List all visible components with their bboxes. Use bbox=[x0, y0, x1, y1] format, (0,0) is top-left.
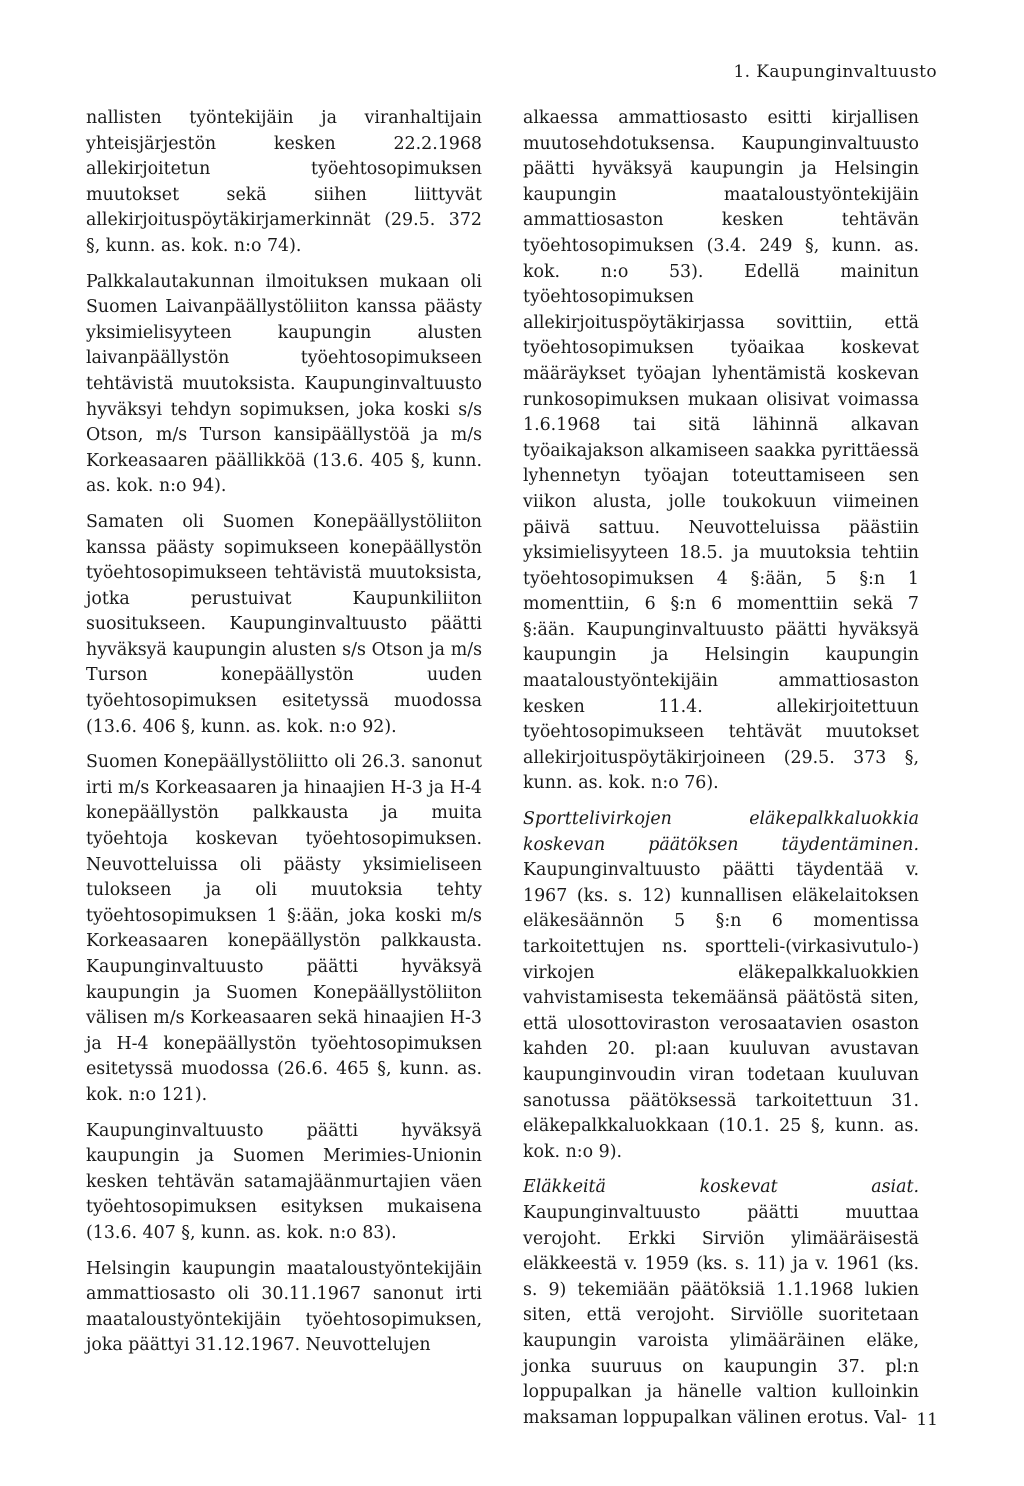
paragraph bbox=[523, 1175, 919, 1431]
paragraph: Kaupunginvaltuusto päätti hyväksyä kaupungin ja Suomen Merimies-Unionin kesken tehtävän satamajäänmurtajien väen työehtosopimuksen esityksen mukaisena (13.6. 407 §, kunn. as. kok. n:o 83). bbox=[86, 1120, 482, 1243]
running-header: 1. Kaupunginvaltuusto bbox=[733, 62, 937, 82]
paragraph-lead: Sporttelivirkojen eläkepalkkaluokkia koskevan päätöksen täydentäminen. bbox=[523, 809, 919, 855]
paragraph: Palkkalautakunnan ilmoituksen mukaan oli Suomen Laivanpäällystöliiton kanssa päästy yksimielisyyteen kaupungin alusten laivanpäällystön työehtosopimukseen tehtävistä muutoksista. Kaupunginvaltuusto hyväksyi tehdyn sopimuksen, joka koski s/s Otson, m/s Turson kansipäällystöä ja m/s Korkeasaaren päällikköä (13.6. 405 §, kunn. as. kok. n:o 94). bbox=[86, 271, 482, 497]
page-number: 11 bbox=[916, 1410, 938, 1430]
left-column bbox=[86, 106, 482, 1369]
paragraph-body: alkaessa ammattiosasto esitti kirjallisen muutosehdotuksensa. Kaupunginvaltuusto päätti hyväksyä kaupungin ja Helsingin kaupungin maataloustyöntekijäin ammattiosaston kesken tehtävän työehtosopimuksen (3.4. 249 §, kunn. as. kok. n:o 53). Edellä mainitun työehtosopimuksen allekirjoituspöytäkirjassa sovittiin, että työehtosopimuksen työaikaa koskevat määräykset työajan lyhentämistä koskevan runkosopimuksen mukaan olisivat voimassa 1.6.1968 tai sitä lähinnä alkavan työaikajakson alkamiseen saakka pyrittäessä lyhennetyn työajan toteuttamiseen sen viikon alusta, jolle toukokuun viimeinen päivä sattuu. Neuvotteluissa päästiin yksimielisyyteen 18.5. ja muutoksia tehtiin työehtosopimuksen 4 §:ään, 5 §:n 1 momenttiin, 6 §:n 6 momenttiin sekä 7 §:ään. Kaupunginvaltuusto päätti hyväksyä kaupungin ja Helsingin kaupungin maataloustyöntekijäin ammattiosaston kesken 11.4. allekirjoitettuun työehtosopimukseen tehtävät muutokset allekirjoituspöytäkirjoineen (29.5. 373 §, kunn. as. kok. n:o 76). bbox=[523, 108, 919, 794]
paragraph-lead: Eläkkeitä koskevat asiat. bbox=[523, 1177, 919, 1198]
paragraph-body: Kaupunginvaltuusto päätti täydentää v. 1967 (ks. s. 12) kunnallisen eläkelaitoksen eläkesäännön 5 §:n 6 momentissa tarkoitettujen ns. sportteli-(virkasivutulo-) virkojen eläkepalkkaluokkien vahvistamisesta tekemäänsä päätöstä siten, että ulosottoviraston verosaatavien osaston kahden 20. pl:aan kuuluvan avustavan kaupunginvoudin viran todetaan kuuluvan sanotussa päätöksessä tarkoitettuun 31. eläkepalkkaluokkaan (10.1. 25 §, kunn. as. kok. n:o 9). bbox=[523, 860, 919, 1162]
paragraph: Samaten oli Suomen Konepäällystöliiton kanssa päästy sopimukseen konepäällystön työehtosopimukseen tehtävistä muutoksista, jotka perustuivat Kaupunkiliiton suositukseen. Kaupunginvaltuusto päätti hyväksyä kaupungin alusten s/s Otson ja m/s Turson konepäällystön uuden työehtosopimuksen esitetyssä muodossa (13.6. 406 §, kunn. as. kok. n:o 92). bbox=[86, 511, 482, 737]
paragraph: Helsingin kaupungin maataloustyöntekijäin ammattiosasto oli 30.11.1967 sanonut irti maataloustyöntekijäin työehtosopimuksen, joka päättyi 31.12.1967. Neuvottelujen bbox=[86, 1258, 482, 1356]
paragraph bbox=[523, 807, 919, 1165]
paragraph: nallisten työntekijäin ja viranhaltijain yhteisjärjestön kesken 22.2.1968 allekirjoitetun työehtosopimuksen muutokset sekä siihen liittyvät allekirjoituspöytäkirjamerkinnät (29.5. 372 §, kunn. as. kok. n:o 74). bbox=[86, 108, 482, 256]
paragraph bbox=[523, 106, 919, 797]
paragraph: Suomen Konepäällystöliitto oli 26.3. sanonut irti m/s Korkeasaaren ja hinaajien H-3 ja H-4 konepäällystön palkkausta ja muita työehtoja koskevan työehtosopimuksen. Neuvotteluissa oli päästy yksimieliseen tulokseen ja oli muutoksia tehty työehtosopimuksen 1 §:ään, joka koski m/s Korkeasaaren konepäällystön palkkausta. Kaupunginvaltuusto päätti hyväksyä kaupungin ja Suomen Konepäällystöliiton välisen m/s Korkeasaaren sekä hinaajien H-3 ja H-4 konepäällystön työehtosopimuksen esitetyssä muodossa (26.6. 465 §, kunn. as. kok. n:o 121). bbox=[86, 752, 482, 1105]
paragraph-body: Kaupunginvaltuusto päätti muuttaa verojoht. Erkki Sirviön ylimääräisestä eläkkeestä v. 1959 (ks. s. 11) ja v. 1961 (ks. s. 9) tekemiään päätöksiä 1.1.1968 lukien siten, että verojoht. Sirviölle suoritetaan kaupungin varoista ylimääräinen eläke, jonka suuruus on kaupungin 37. pl:n loppupalkan ja hänelle valtion kulloinkin maksaman loppupalkan välinen erotus. Val- bbox=[523, 1202, 919, 1428]
right-column bbox=[523, 106, 919, 1441]
